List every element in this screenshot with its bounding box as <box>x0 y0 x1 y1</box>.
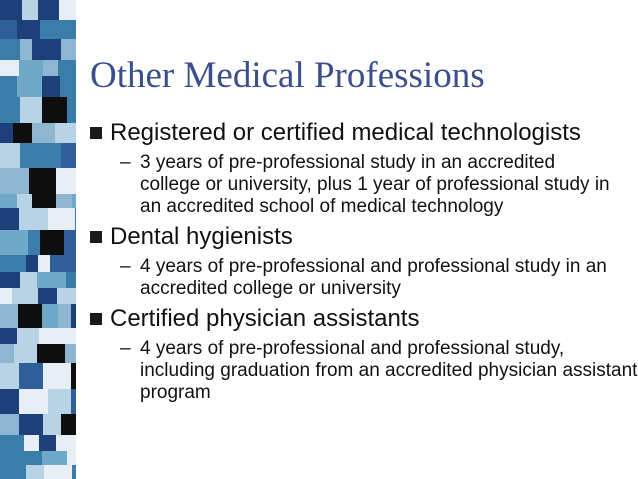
decorative-tile <box>0 389 19 414</box>
decorative-tile <box>71 389 76 414</box>
decorative-tile <box>17 76 42 97</box>
decorative-tile <box>0 255 26 272</box>
decorative-tile <box>0 272 20 288</box>
dash-icon: – <box>120 338 131 359</box>
decorative-tile <box>57 328 76 344</box>
sub-bullet <box>120 256 630 300</box>
decorative-tile <box>0 0 22 20</box>
decorative-tile <box>50 255 76 272</box>
decorative-tile <box>26 255 38 272</box>
decorative-tile <box>14 344 37 363</box>
sub-bullet-text: 4 years of pre-professional and professional study, including graduation from an accredited physician assistant program <box>140 338 638 403</box>
decorative-tile <box>32 39 61 60</box>
decorative-tile <box>72 123 76 143</box>
decorative-tile <box>24 435 39 451</box>
decorative-tile <box>26 465 44 479</box>
decorative-tile <box>20 143 36 168</box>
decorative-tile <box>66 272 76 288</box>
decorative-tile <box>19 389 48 414</box>
square-bullet-icon <box>90 313 102 325</box>
dash-icon: – <box>120 256 131 277</box>
decorative-tile <box>42 451 67 465</box>
bullet-item <box>90 222 630 300</box>
square-bullet-icon <box>90 127 102 139</box>
decorative-tile <box>38 0 59 20</box>
decorative-tile <box>42 97 67 123</box>
decorative-tile <box>0 435 24 451</box>
decorative-tile <box>72 465 76 479</box>
decorative-tile <box>44 465 72 479</box>
decorative-tile <box>0 168 29 194</box>
decorative-tile <box>75 208 76 230</box>
decorative-tile <box>37 344 65 363</box>
decorative-tile <box>40 230 64 255</box>
bullet-label: Dental hygienists <box>110 223 293 250</box>
decorative-tile <box>20 97 42 123</box>
decorative-tile <box>50 272 66 288</box>
decorative-tile <box>13 123 32 143</box>
decorative-tile <box>29 168 56 194</box>
decorative-tile <box>0 143 20 168</box>
decorative-tile <box>42 304 58 328</box>
decorative-tile <box>19 363 43 389</box>
decorative-tile <box>40 20 60 39</box>
bullet-label: Certified physician assistants <box>110 305 420 332</box>
decorative-tile <box>58 60 76 76</box>
decorative-tile <box>59 0 76 20</box>
decorative-tile <box>65 344 76 363</box>
decorative-tile <box>0 344 14 363</box>
decorative-tile <box>17 194 32 208</box>
decorative-tile <box>56 194 72 208</box>
decorative-tile <box>39 435 56 451</box>
sub-bullet <box>120 338 638 404</box>
decorative-tile <box>0 304 18 328</box>
bullet-label: Registered or certified medical technologists <box>110 119 581 146</box>
decorative-tile <box>0 97 20 123</box>
decorative-tile <box>0 451 19 465</box>
decorative-tile <box>60 20 76 39</box>
decorative-tile <box>36 143 61 168</box>
decorative-tile <box>17 328 39 344</box>
dash-icon: – <box>120 152 131 173</box>
decorative-tile <box>67 97 76 123</box>
decorative-tile <box>0 60 19 76</box>
decorative-tile <box>17 20 40 39</box>
square-bullet-icon <box>90 231 102 243</box>
decorative-tile <box>64 230 76 255</box>
sub-bullet <box>120 152 630 218</box>
decorative-tile-strip <box>0 0 76 479</box>
decorative-tile <box>60 76 76 97</box>
decorative-tile <box>56 435 76 451</box>
decorative-tile <box>48 389 71 414</box>
decorative-tile <box>72 194 76 208</box>
sub-bullet-text: 4 years of pre-professional and professional study in an accredited college or university <box>140 256 607 299</box>
decorative-tile <box>61 414 76 435</box>
decorative-tile <box>20 39 32 60</box>
decorative-tile <box>32 194 56 208</box>
decorative-tile <box>55 123 72 143</box>
decorative-tile <box>19 60 43 76</box>
decorative-tile <box>0 194 17 208</box>
decorative-tile <box>0 414 19 435</box>
decorative-tile <box>56 168 76 194</box>
decorative-tile <box>32 123 55 143</box>
decorative-tile <box>25 288 38 304</box>
bullet-item <box>90 118 630 218</box>
decorative-tile <box>0 123 13 143</box>
decorative-tile <box>57 288 76 304</box>
decorative-tile <box>28 230 40 255</box>
decorative-tile <box>42 76 60 97</box>
decorative-tile <box>37 272 50 288</box>
decorative-tile <box>0 20 17 39</box>
decorative-tile <box>0 230 28 255</box>
decorative-tile <box>19 451 42 465</box>
decorative-tile <box>48 208 75 230</box>
decorative-tile <box>18 304 42 328</box>
decorative-tile <box>58 304 71 328</box>
decorative-tile <box>19 208 48 230</box>
decorative-tile <box>61 39 76 60</box>
decorative-tile <box>39 328 57 344</box>
decorative-tile <box>0 465 26 479</box>
decorative-tile <box>12 288 25 304</box>
decorative-tile <box>0 76 17 97</box>
bullet-list <box>90 118 638 404</box>
decorative-tile <box>43 60 58 76</box>
decorative-tile <box>67 451 76 465</box>
decorative-tile <box>0 208 19 230</box>
decorative-tile <box>0 328 17 344</box>
decorative-tile <box>20 272 37 288</box>
decorative-tile <box>61 143 76 168</box>
decorative-tile <box>19 414 43 435</box>
decorative-tile <box>71 363 76 389</box>
sub-bullet-text: 3 years of pre-professional study in an accredited college or university, plus 1 year of professional study in an accredited school of medical technology <box>140 152 610 217</box>
decorative-tile <box>38 288 57 304</box>
bullet-item <box>90 304 638 404</box>
decorative-tile <box>38 255 50 272</box>
decorative-tile <box>71 304 76 328</box>
decorative-tile <box>0 39 20 60</box>
slide-title: Other Medical Professions <box>90 55 485 96</box>
decorative-tile <box>0 363 19 389</box>
decorative-tile <box>43 414 61 435</box>
decorative-tile <box>0 288 12 304</box>
decorative-tile <box>22 0 38 20</box>
decorative-tile <box>43 363 71 389</box>
